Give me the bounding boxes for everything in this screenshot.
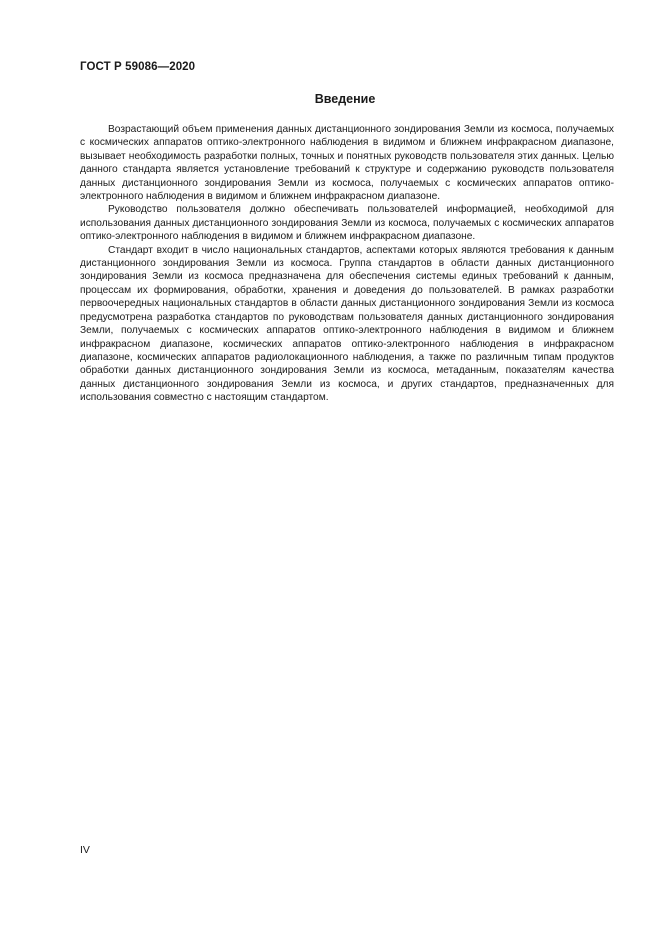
body-text <box>80 123 614 405</box>
paragraph-1: Возрастающий объем применения данных дистанционного зондирования Земли из космоса, получаемых с космических аппаратов оптико-электронного наблюдения в видимом и ближнем инфракрасном диапазоне, вызывает необходимость разработки полных, точных и понятных руководств пользователя этих данных. Целью данного стандарта является установление требований к структуре и содержанию руководств пользователя данных дистанционного зондирования Земли из космоса, получаемых с космических аппаратов оптико-электронного наблюдения в видимом и ближнем инфракрасном диапазоне. <box>80 124 614 203</box>
paragraph-2: Руководство пользователя должно обеспечивать пользователей информацией, необходимой для использования данных дистанционного зондирования Земли из космоса, получаемых с космических аппаратов оптико-электронного наблюдения в видимом и ближнем инфракрасном диапазоне. <box>80 204 614 243</box>
paragraph-3: Стандарт входит в число национальных стандартов, аспектами которых являются требования к данным дистанционного зондирования Земли из космоса. Группа стандартов в области данных дистанционного зондирования Земли из космоса предназначена для обеспечения системы единых требований к данным, процессам их формирования, обработки, хранения и доведения до пользователей. В рамках разработки первоочередных национальных стандартов в области данных дистанционного зондирования Земли из космоса предусмотрена разработка стандартов по руководствам пользователя данных дистанционного зондирования Земли, получаемых с космических аппаратов оптико-электронного наблюдения в видимом и ближнем инфракрасном диапазоне, космических аппаратов оптико-электронного наблюдения в инфракрасном диапазоне, космических аппаратов радиолокационного наблюдения, а также по различным типам продуктов обработки данных дистанционного зондирования Земли из космоса, метаданным, показателям качества данных дистанционного зондирования Земли из космоса, и других стандартов, предназначенных для использования совместно с настоящим стандартом. <box>80 244 614 404</box>
page-number: IV <box>80 844 90 856</box>
standard-code: ГОСТ Р 59086—2020 <box>80 61 196 73</box>
section-title: Введение <box>314 92 376 106</box>
